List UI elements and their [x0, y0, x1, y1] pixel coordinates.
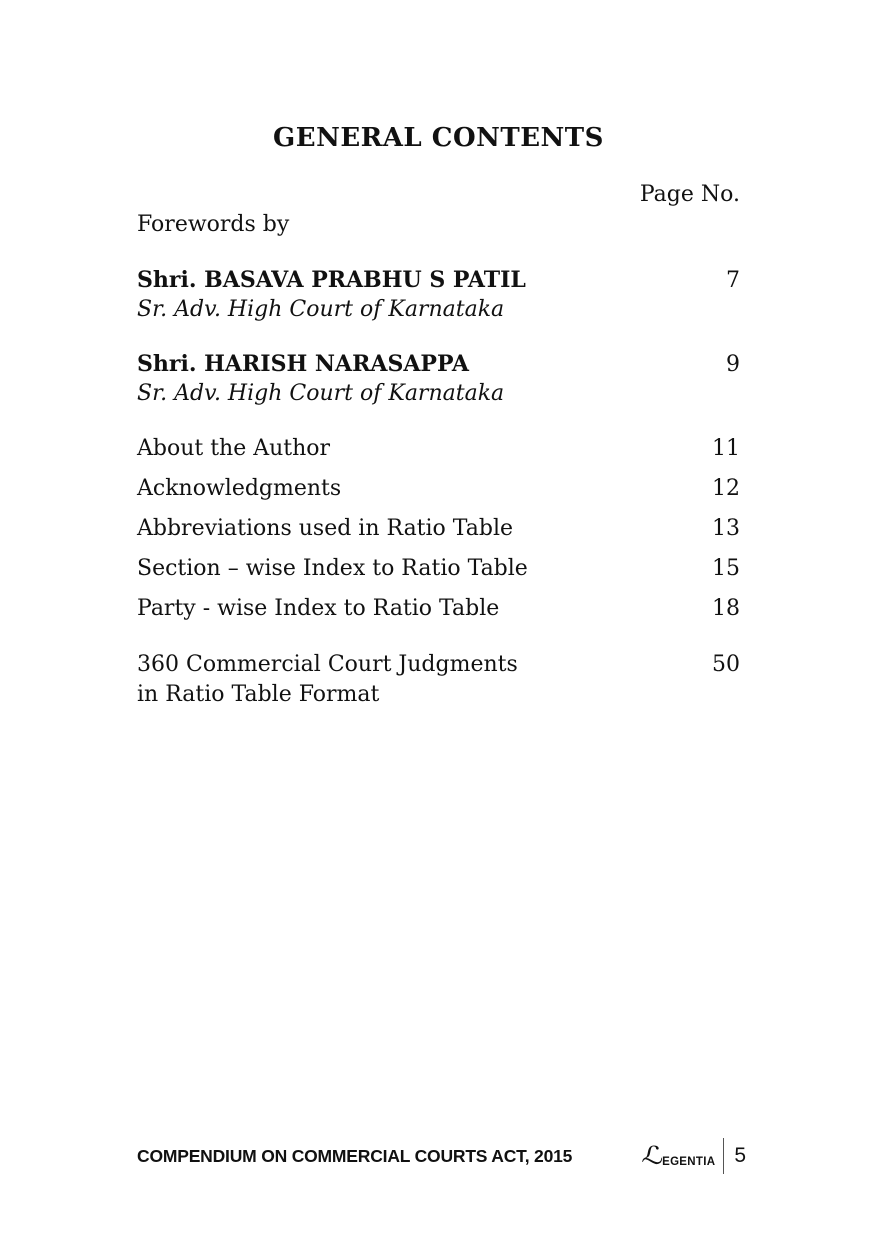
toc-entry-label-line2: in Ratio Table Format [137, 682, 380, 707]
forewords-by-label: Forewords by [137, 212, 290, 237]
footer-logo-block [642, 1138, 746, 1174]
toc-entry-page-number: 13 [712, 516, 740, 541]
toc-entry-sublabel: Sr. Adv. High Court of Karnataka [137, 381, 505, 406]
toc-entry-about-the-author [137, 434, 740, 464]
toc-entry-page-number: 15 [712, 556, 740, 581]
toc-entry-label: Acknowledgments [137, 476, 342, 501]
toc-entry-text [137, 266, 526, 324]
toc-entry-abbreviations [137, 514, 740, 544]
toc-entry-page-number: 12 [712, 476, 740, 501]
footer-page-number: 5 [734, 1144, 746, 1167]
page-footer [137, 1138, 746, 1174]
legentia-logo-initial-icon: ℒ [640, 1140, 666, 1171]
footer-book-title: COMPENDIUM ON COMMERCIAL COURTS ACT, 2015 [137, 1145, 573, 1166]
toc-entry-section-wise-index [137, 554, 740, 584]
toc-entry-foreword-1 [137, 266, 740, 324]
toc-entry-label: About the Author [137, 436, 331, 461]
toc-entry-label: Abbreviations used in Ratio Table [137, 516, 514, 541]
page-no-column-header: Page No. [639, 182, 740, 207]
toc-entry-text [137, 650, 518, 710]
toc-entry-label: Section – wise Index to Ratio Table [137, 556, 528, 581]
toc-entry-foreword-2 [137, 350, 740, 408]
toc-entry-page-number: 9 [726, 352, 740, 377]
toc-entry-text [137, 350, 504, 408]
toc-entry-judgments [137, 650, 740, 710]
toc-entry-page-number: 7 [726, 268, 740, 293]
toc-entry-acknowledgments [137, 474, 740, 504]
toc-entry-party-wise-index [137, 594, 740, 624]
toc-entry-page-number: 11 [712, 436, 740, 461]
page-title: GENERAL CONTENTS [273, 123, 604, 153]
legentia-logo-text: EGENTIA [662, 1156, 716, 1168]
toc-entry-sublabel: Sr. Adv. High Court of Karnataka [137, 297, 505, 322]
footer-divider [723, 1138, 724, 1174]
toc-entry-label: 360 Commercial Court Judgments [137, 652, 518, 677]
toc-entry-label: Party - wise Index to Ratio Table [137, 596, 500, 621]
legentia-logo [642, 1141, 715, 1171]
toc-entry-page-number: 50 [712, 652, 740, 677]
toc-entry-label: Shri. BASAVA PRABHU S PATIL [137, 267, 526, 293]
toc-entry-page-number: 18 [712, 596, 740, 621]
toc-entry-label: Shri. HARISH NARASAPPA [137, 351, 469, 377]
